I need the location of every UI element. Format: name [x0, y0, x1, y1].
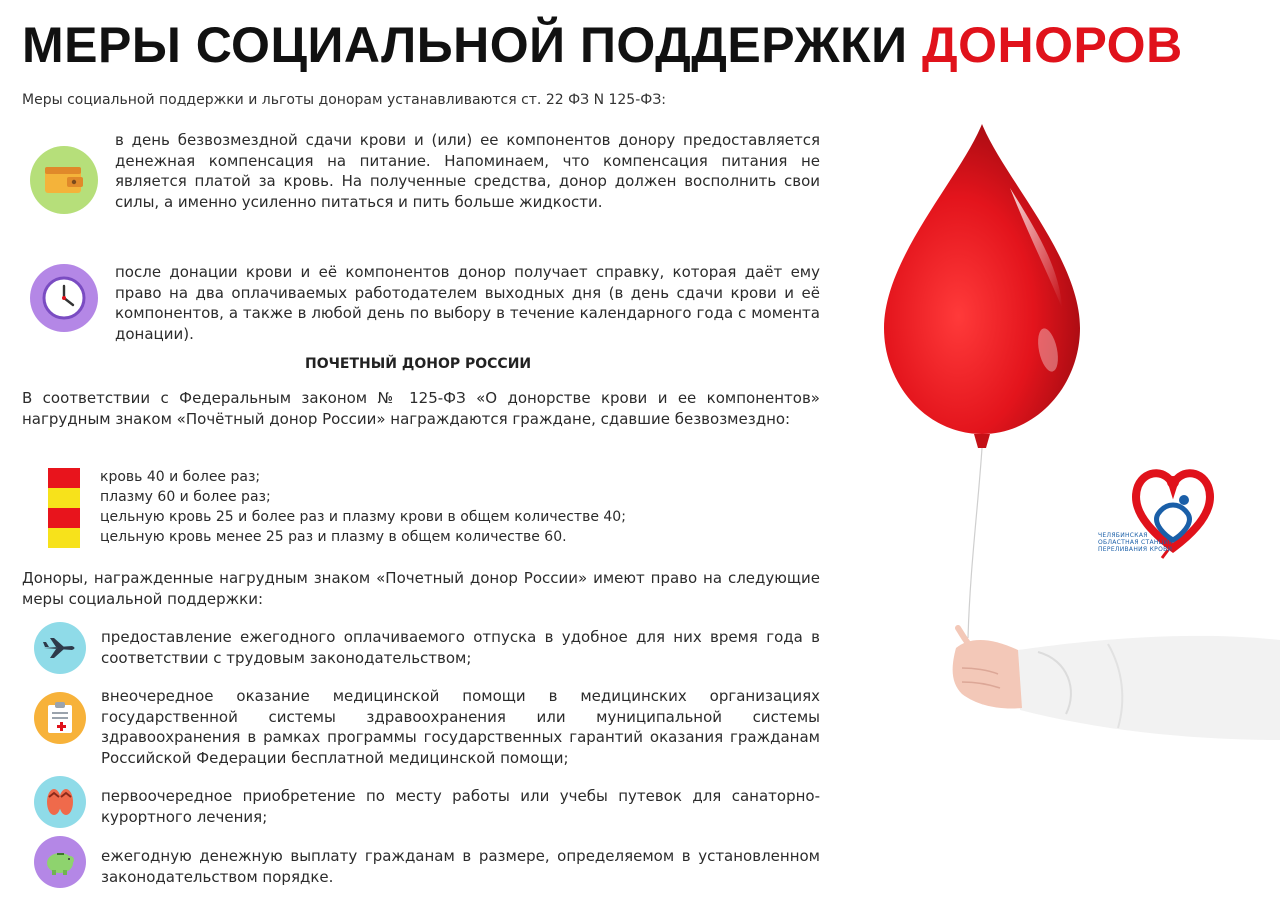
- right-text-payment: ежегодную денежную выплату гражданам в размере, определяемом в установленном законодательством порядке.: [101, 847, 820, 886]
- wallet-icon: [30, 146, 98, 214]
- benefit-text-compensation: в день безвозмездной сдачи крови и (или) ее компонентов донору предоставляется денежная компенсация на питание. Напоминаем, что компенсация питания не является платой за кровь. На полученные средства, донор должен восполнить свои силы, а именно усиленно питаться и пить больше жидкости.: [115, 131, 820, 211]
- right-text-vacation: предоставление ежегодного оплачиваемого отпуска в удобное для них время года в соответствии с трудовым законодательством;: [101, 628, 820, 667]
- criteria-square-red: [48, 508, 80, 528]
- criteria-item: цельную кровь 25 и более раз и плазму крови в общем количестве 40;: [100, 509, 626, 525]
- logo-line: ПЕРЕЛИВАНИЯ КРОВИ: [1098, 546, 1173, 553]
- logo-line: ОБЛАСТНАЯ СТАНЦИЯ: [1098, 539, 1173, 546]
- criteria-item: цельную кровь менее 25 раз и плазму в общем количестве 60.: [100, 529, 567, 545]
- title-main: МЕРЫ СОЦИАЛЬНОЙ ПОДДЕРЖКИ: [22, 17, 908, 73]
- logo-line: ЧЕЛЯБИНСКАЯ: [1098, 532, 1148, 539]
- airplane-icon: [34, 622, 86, 674]
- rights-intro: Доноры, награжденные нагрудным знаком «Почетный донор России» имеют право на следующие меры социальной поддержки:: [22, 569, 820, 608]
- page-title: [22, 14, 1272, 76]
- blood-drop-balloon-image: [870, 118, 1090, 463]
- medical-clipboard-icon: [34, 692, 86, 744]
- title-accent: ДОНОРОВ: [921, 17, 1183, 73]
- criteria-item: кровь 40 и более раз;: [100, 469, 261, 485]
- hand-illustration: [948, 610, 1280, 760]
- piggy-bank-icon: [34, 836, 86, 888]
- right-text-medical: внеочередное оказание медицинской помощи в медицинских организациях государственной системы здравоохранения или муниципальной системы здравоохранения в рамках программы государственных гарантий оказания гражданам Российской Федерации бесплатной медицинской помощи;: [101, 687, 820, 767]
- right-text-sanatorium: первоочередное приобретение по месту работы или учебы путевок для санаторно-курортного лечения;: [101, 787, 820, 826]
- clock-icon: [30, 264, 98, 332]
- criteria-square-red: [48, 468, 80, 488]
- honorary-intro: В соответствии с Федеральным законом № 125-ФЗ «О донорстве крови и ее компонентов» нагрудным знаком «Почётный донор России» награждаются граждане, сдавшие безвозмездно:: [22, 389, 820, 428]
- logo-text: [1098, 532, 1173, 553]
- criteria-item: плазму 60 и более раз;: [100, 489, 271, 505]
- criteria-square-yellow: [48, 528, 80, 548]
- benefit-text-days-off: после донации крови и её компонентов донор получает справку, которая даёт ему право на два оплачиваемых работодателем выходных дня (в день сдачи крови и её компонентов, а также в любой день по выбору в течение календарного года с момента донации).: [115, 263, 820, 343]
- section-heading-honorary: ПОЧЕТНЫЙ ДОНОР РОССИИ: [305, 356, 532, 372]
- criteria-square-yellow: [48, 488, 80, 508]
- flip-flops-icon: [34, 776, 86, 828]
- subtitle: Меры социальной поддержки и льготы донорам устанавливаются ст. 22 ФЗ N 125-ФЗ:: [22, 92, 667, 108]
